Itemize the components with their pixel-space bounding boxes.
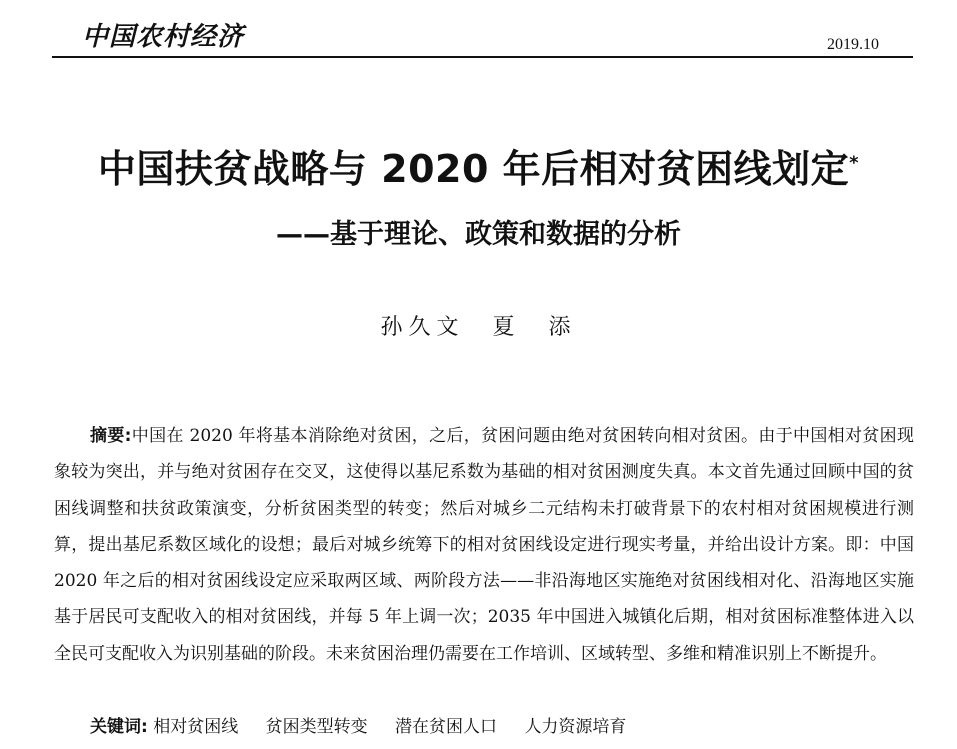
paper-title bbox=[0, 138, 957, 193]
paper-subtitle: ——基于理论、政策和数据的分析 bbox=[276, 219, 681, 250]
keyword: 贫困类型转变 bbox=[265, 717, 368, 737]
abstract-text: 中国在 2020 年将基本消除绝对贫困，之后，贫困问题由绝对贫困转向相对贫困。由于中国相对贫困现象较为突出，并与绝对贫困存在交叉，这使得以基尼系数为基础的相对贫困测度失真。本文首先通过回顾中国的贫困线调整和扶贫政策演变，分析贫困类型的转变；然后对城乡二元结构未打破背景下的农村相对贫困规模进行测算，提出基尼系数区域化的设想；最后对城乡统筹下的相对贫困线设定进行现实考量，并给出设计方案。即：中国 2020 年之后的相对贫困线设定应采取两区域、两阶段方法——非沿海地区实施绝对贫困线相对化、沿海地区实施基于居民可支配收入的相对贫困线，并每 5 年上调一次；2035 年中国进入城镇化后期，相对贫困标准整体进入以全民可支配收入为识别基础的阶段。未来贫困治理仍需要在工作培训、区域转型、多维和精准识别上不断提升。 bbox=[54, 426, 914, 664]
keyword: 相对贫困线 bbox=[153, 717, 239, 737]
abstract-label: 摘要: bbox=[90, 426, 132, 446]
title-footnote-mark: * bbox=[849, 152, 860, 174]
keyword: 潜在贫困人口 bbox=[395, 717, 498, 737]
paper-title-text: 中国扶贫战略与 2020 年后相对贫困线划定 bbox=[97, 147, 850, 191]
keywords-label: 关键词: bbox=[90, 717, 148, 737]
journal-logo: 中国农村经济 bbox=[82, 22, 245, 52]
abstract bbox=[54, 418, 914, 672]
header-rule bbox=[52, 56, 913, 58]
authors: 孙久文 夏 添 bbox=[380, 315, 577, 340]
issue-date: 2019.10 bbox=[827, 36, 879, 53]
keywords bbox=[90, 712, 648, 737]
keyword: 人力资源培育 bbox=[524, 717, 627, 737]
